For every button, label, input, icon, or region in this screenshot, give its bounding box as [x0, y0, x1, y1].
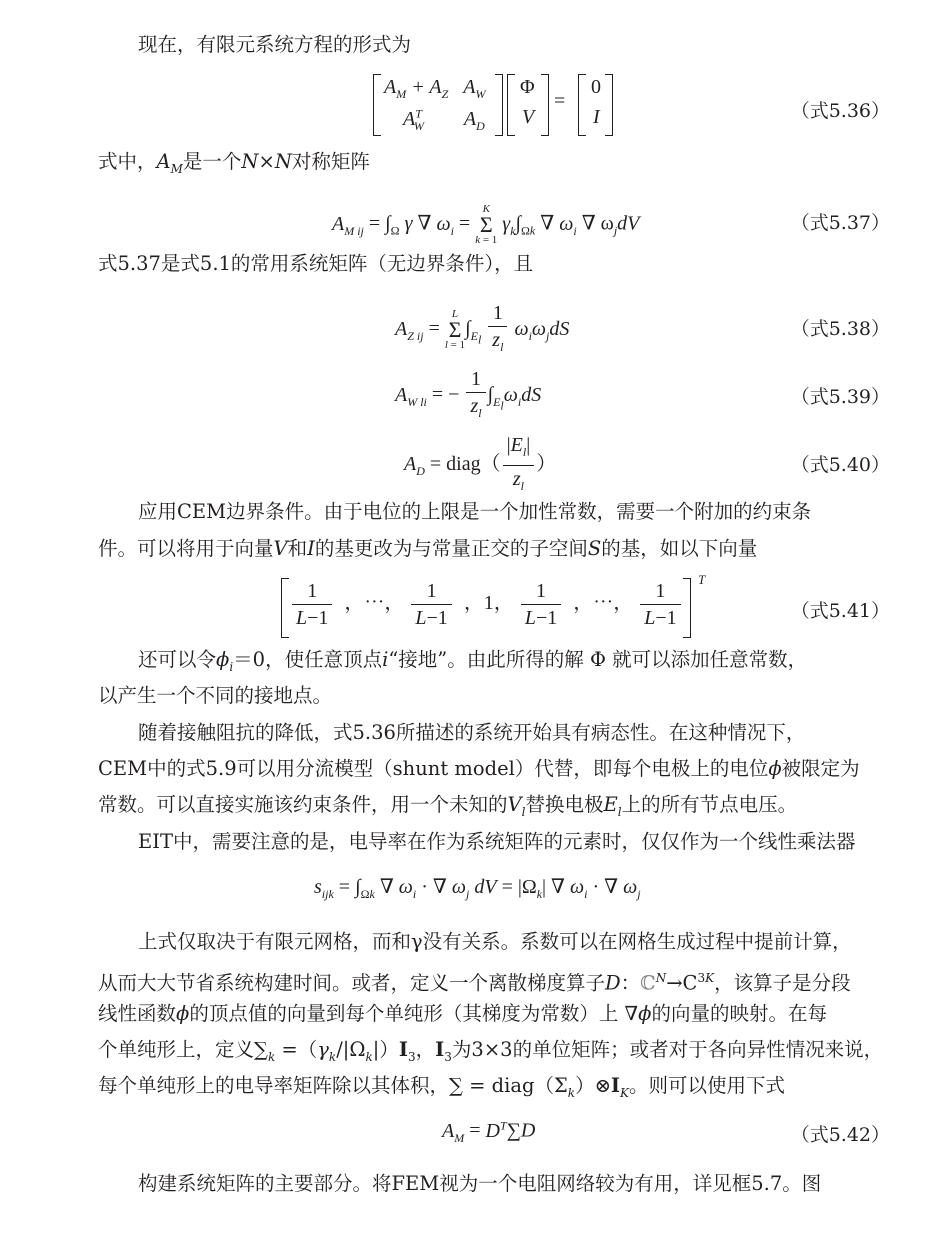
equation-5-39: $A_{W li}$ = − $\frac{1}{z_l}$ $\int_{E_l}\omega_idS$ （式5.39） — [395, 368, 890, 420]
paragraph-cem-line1: 应用CEM边界条件。由于电位的上限是一个加性常数，需要一个附加的约束条 — [138, 500, 812, 523]
equation-5-42: $A_M = D^T\sum D$ （式5.42） — [442, 1118, 890, 1146]
equation-5-37: $A_{M ij} = \int_\Omega$ γ ∇ $\omega_i = K$ Σ k = 1 $\gamma_k\int_{\Omega k}$ ∇ $\omega_i$ ∇ $\omega_jdV$ （式5.37） — [332, 203, 890, 246]
equation-5-38: $A_{Z ij} = L$ Σ $l = 1\int_{E_l}$ $\frac{1}{z_l}$ $\omega_i\omega_jdS$ （式5.38） — [395, 302, 890, 354]
equation-number: （式5.40） — [790, 454, 890, 476]
paragraph-fem: 构建系统矩阵的主要部分。将FEM视为一个电阻网络较为有用，详见框5.7。图 — [138, 1172, 822, 1195]
equation-5-41: $\frac{1}{L-1}$ ，⋯， $\frac{1}{L-1}$ ，1， $\frac{1}{L-1}$ ，⋯， $\frac{1}{L-1}$ T （式5.41） — [0, 578, 947, 642]
equation-number: （式5.42） — [790, 1124, 890, 1146]
paragraph-shunt-line2: CEM中的式5.9可以用分流模型（shunt model）代替，即每个电极上的电位ϕ被限定为 — [98, 757, 860, 780]
paragraph-gradient-line5: 每个单纯形上的电导率矩阵除以其体积，∑ = $diag(\Sigma_k)\otimes I_K$。则可以使用下式 — [98, 1074, 786, 1100]
paragraph-eit: EIT中，需要注意的是，电导率在作为系统矩阵的元素时，仅仅作为一个线性乘法器 — [138, 830, 856, 853]
paragraph-shunt-line3: 常数。可以直接实施该约束条件，用一个未知的$V_l$替换电极$E_l$上的所有节点电压。 — [98, 793, 798, 819]
equation-sijk: $s_{ijk} = \int_{\Omega k}$ ∇ $\omega_i$ · ∇ $\omega_j$ dV = $|\Omega_k|$ ∇ $\omega_i$ · ∇ $\omega_j$ — [314, 876, 641, 901]
paragraph-gradient-line2: 从而大大节省系统构建时间。或者，定义一个离散梯度算子D：$ℂ^N\to C^{3K}$，该算子是分段 — [98, 971, 851, 995]
paragraph-am-definition: 式中，$A_M$是一个N×N对称矩阵 — [98, 150, 370, 176]
equation-5-40: $A_D$ = diag（ $\frac{|E_l|}{z_l}$ ） （式5.40） — [404, 434, 890, 493]
equation-number: （式5.38） — [790, 318, 890, 340]
equation-5-36: $A_M + A_Z$ $A_W$ $A^T_W$ $A_D$ Φ V = 0 I （式5.36） — [0, 72, 947, 142]
paragraph-cem-line2: 件。可以将用于向量V和I的基更改为与常量正交的子空间S的基，如以下向量 — [98, 537, 758, 560]
paragraph-intro: 现在，有限元系统方程的形式为 — [138, 33, 412, 56]
paragraph-system-matrix: 式5.37是式5.1的常用系统矩阵（无边界条件），且 — [98, 252, 534, 275]
equation-number: （式5.41） — [790, 600, 890, 622]
equation-number: （式5.39） — [790, 386, 890, 408]
paragraph-ground-line2: 以产生一个不同的接地点。 — [98, 684, 333, 707]
paragraph-shunt-line1: 随着接触阻抗的降低，式5.36所描述的系统开始具有病态性。在这种情况下， — [138, 721, 806, 744]
paragraph-gradient-line4: 个单纯形上，定义$\sum_k =(\gamma_k/|\Omega_k|)I_3$，$I_3$为3×3的单位矩阵；或者对于各向异性情况来说， — [98, 1038, 884, 1064]
paragraph-gradient-line1: 上式仅取决于有限元网格，而和γ没有关系。系数可以在网格生成过程中提前计算， — [138, 930, 852, 953]
paragraph-ground-line1: 还可以令$\phi_i=0$，使任意顶点i“接地”。由此所得的解 Φ 就可以添加任意常数， — [138, 648, 808, 674]
paragraph-gradient-line3: 线性函数ϕ的顶点值的向量到每个单纯形（其梯度为常数）上 ∇ϕ的向量的映射。在每 — [98, 1002, 827, 1025]
equation-number: （式5.37） — [790, 212, 890, 234]
equation-number: （式5.36） — [790, 100, 890, 122]
